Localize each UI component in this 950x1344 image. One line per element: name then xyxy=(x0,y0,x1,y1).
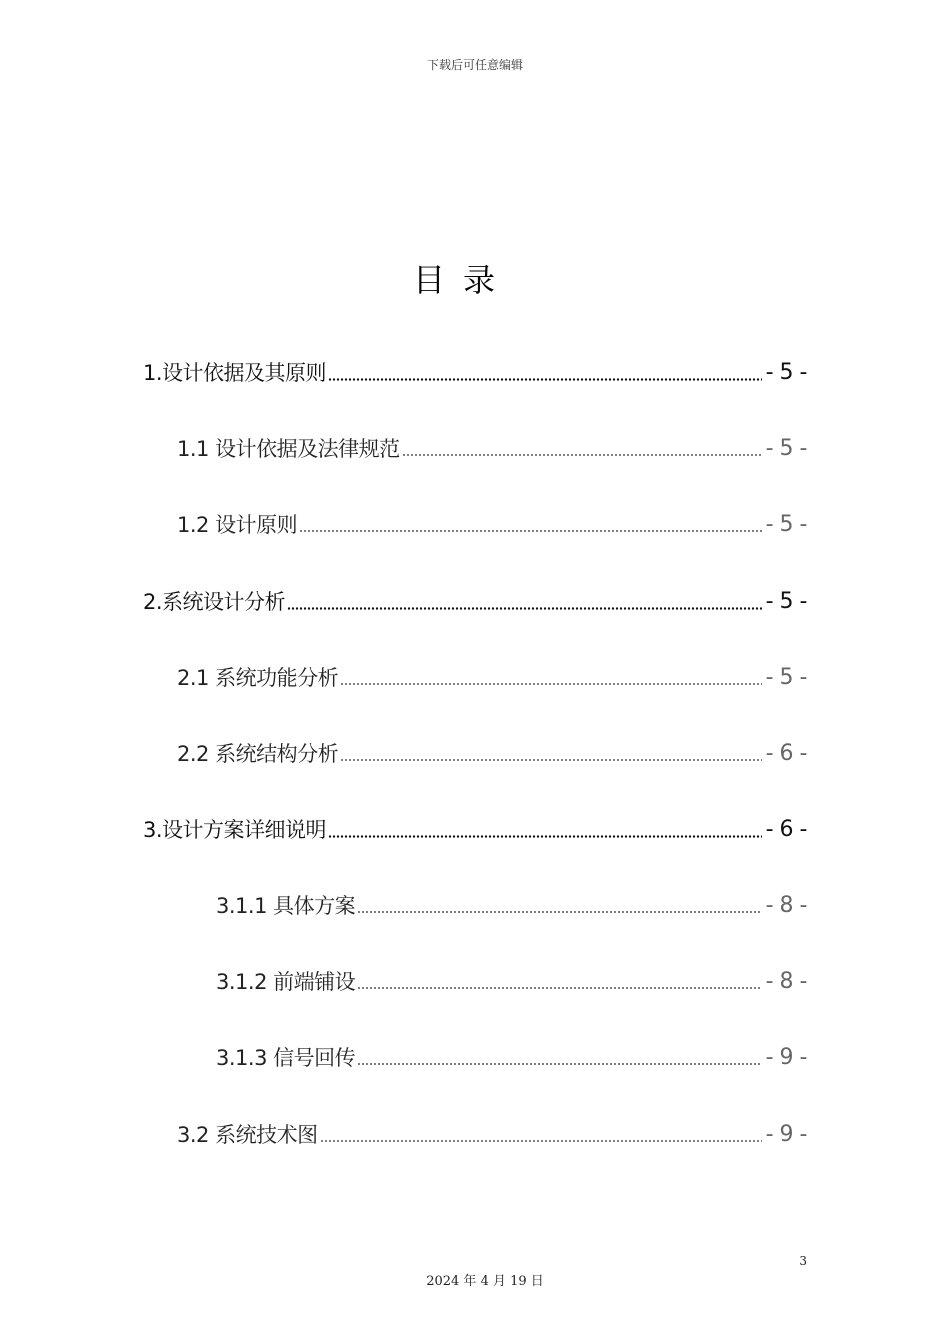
toc-entry-page: - 8 - xyxy=(765,892,807,918)
toc-entry-label: 2.1 系统功能分析 xyxy=(177,666,339,690)
toc-entry-page: - 9 - xyxy=(765,1121,807,1147)
toc-entry-page: - 5 - xyxy=(765,359,807,385)
toc-entry-page: - 8 - xyxy=(765,968,807,994)
toc-entry-label: 1.设计依据及其原则 xyxy=(143,361,327,385)
toc-dot-leader xyxy=(287,607,762,610)
toc-entry[interactable] xyxy=(216,881,807,929)
toc-entry-page: - 5 - xyxy=(765,588,807,614)
toc-entry[interactable] xyxy=(177,729,807,777)
toc-entry[interactable] xyxy=(177,500,807,548)
page-footer-date: 2024 年 4 月 19 日 xyxy=(426,1274,544,1289)
toc-entry[interactable] xyxy=(143,805,807,853)
toc-entry[interactable] xyxy=(177,1110,807,1158)
toc-dot-leader xyxy=(357,987,762,989)
toc-entry[interactable] xyxy=(216,1033,807,1081)
toc-entry-label: 3.1.2 前端铺设 xyxy=(216,970,356,994)
toc-entry[interactable] xyxy=(143,577,807,625)
toc-dot-leader xyxy=(340,683,762,685)
toc-entry-label: 2.系统设计分析 xyxy=(143,590,286,614)
toc-entry-label: 1.2 设计原则 xyxy=(177,513,298,537)
toc-entry[interactable] xyxy=(177,424,807,472)
toc-entry-label: 3.1.3 信号回传 xyxy=(216,1046,356,1070)
toc-entry[interactable] xyxy=(143,348,807,396)
page-number: 3 xyxy=(799,1254,807,1268)
toc-entry-page: - 5 - xyxy=(765,664,807,690)
toc-dot-leader xyxy=(357,1063,762,1065)
toc-entry[interactable] xyxy=(216,957,807,1005)
toc-dot-leader xyxy=(357,911,762,913)
toc-dot-leader xyxy=(402,454,762,456)
toc-entry-label: 3.设计方案详细说明 xyxy=(143,818,327,842)
toc-entry-page: - 5 - xyxy=(765,435,807,461)
toc-entry-label: 2.2 系统结构分析 xyxy=(177,742,339,766)
page-header: 下载后可任意编辑 xyxy=(426,58,523,72)
toc-dot-leader xyxy=(320,1140,762,1142)
toc-entry-label: 3.2 系统技术图 xyxy=(177,1123,318,1147)
toc-dot-leader xyxy=(340,759,762,761)
toc-dot-leader xyxy=(299,530,762,532)
toc-entry-page: - 9 - xyxy=(765,1044,807,1070)
toc-entry-page: - 5 - xyxy=(765,511,807,537)
toc-entry[interactable] xyxy=(177,653,807,701)
toc-dot-leader xyxy=(328,378,762,381)
toc-entry-page: - 6 - xyxy=(765,816,807,842)
toc-entry-label: 1.1 设计依据及法律规范 xyxy=(177,437,400,461)
toc-entry-label: 3.1.1 具体方案 xyxy=(216,894,356,918)
toc-entry-page: - 6 - xyxy=(765,740,807,766)
toc-title: 目录 xyxy=(412,261,513,299)
toc-dot-leader xyxy=(328,835,762,838)
